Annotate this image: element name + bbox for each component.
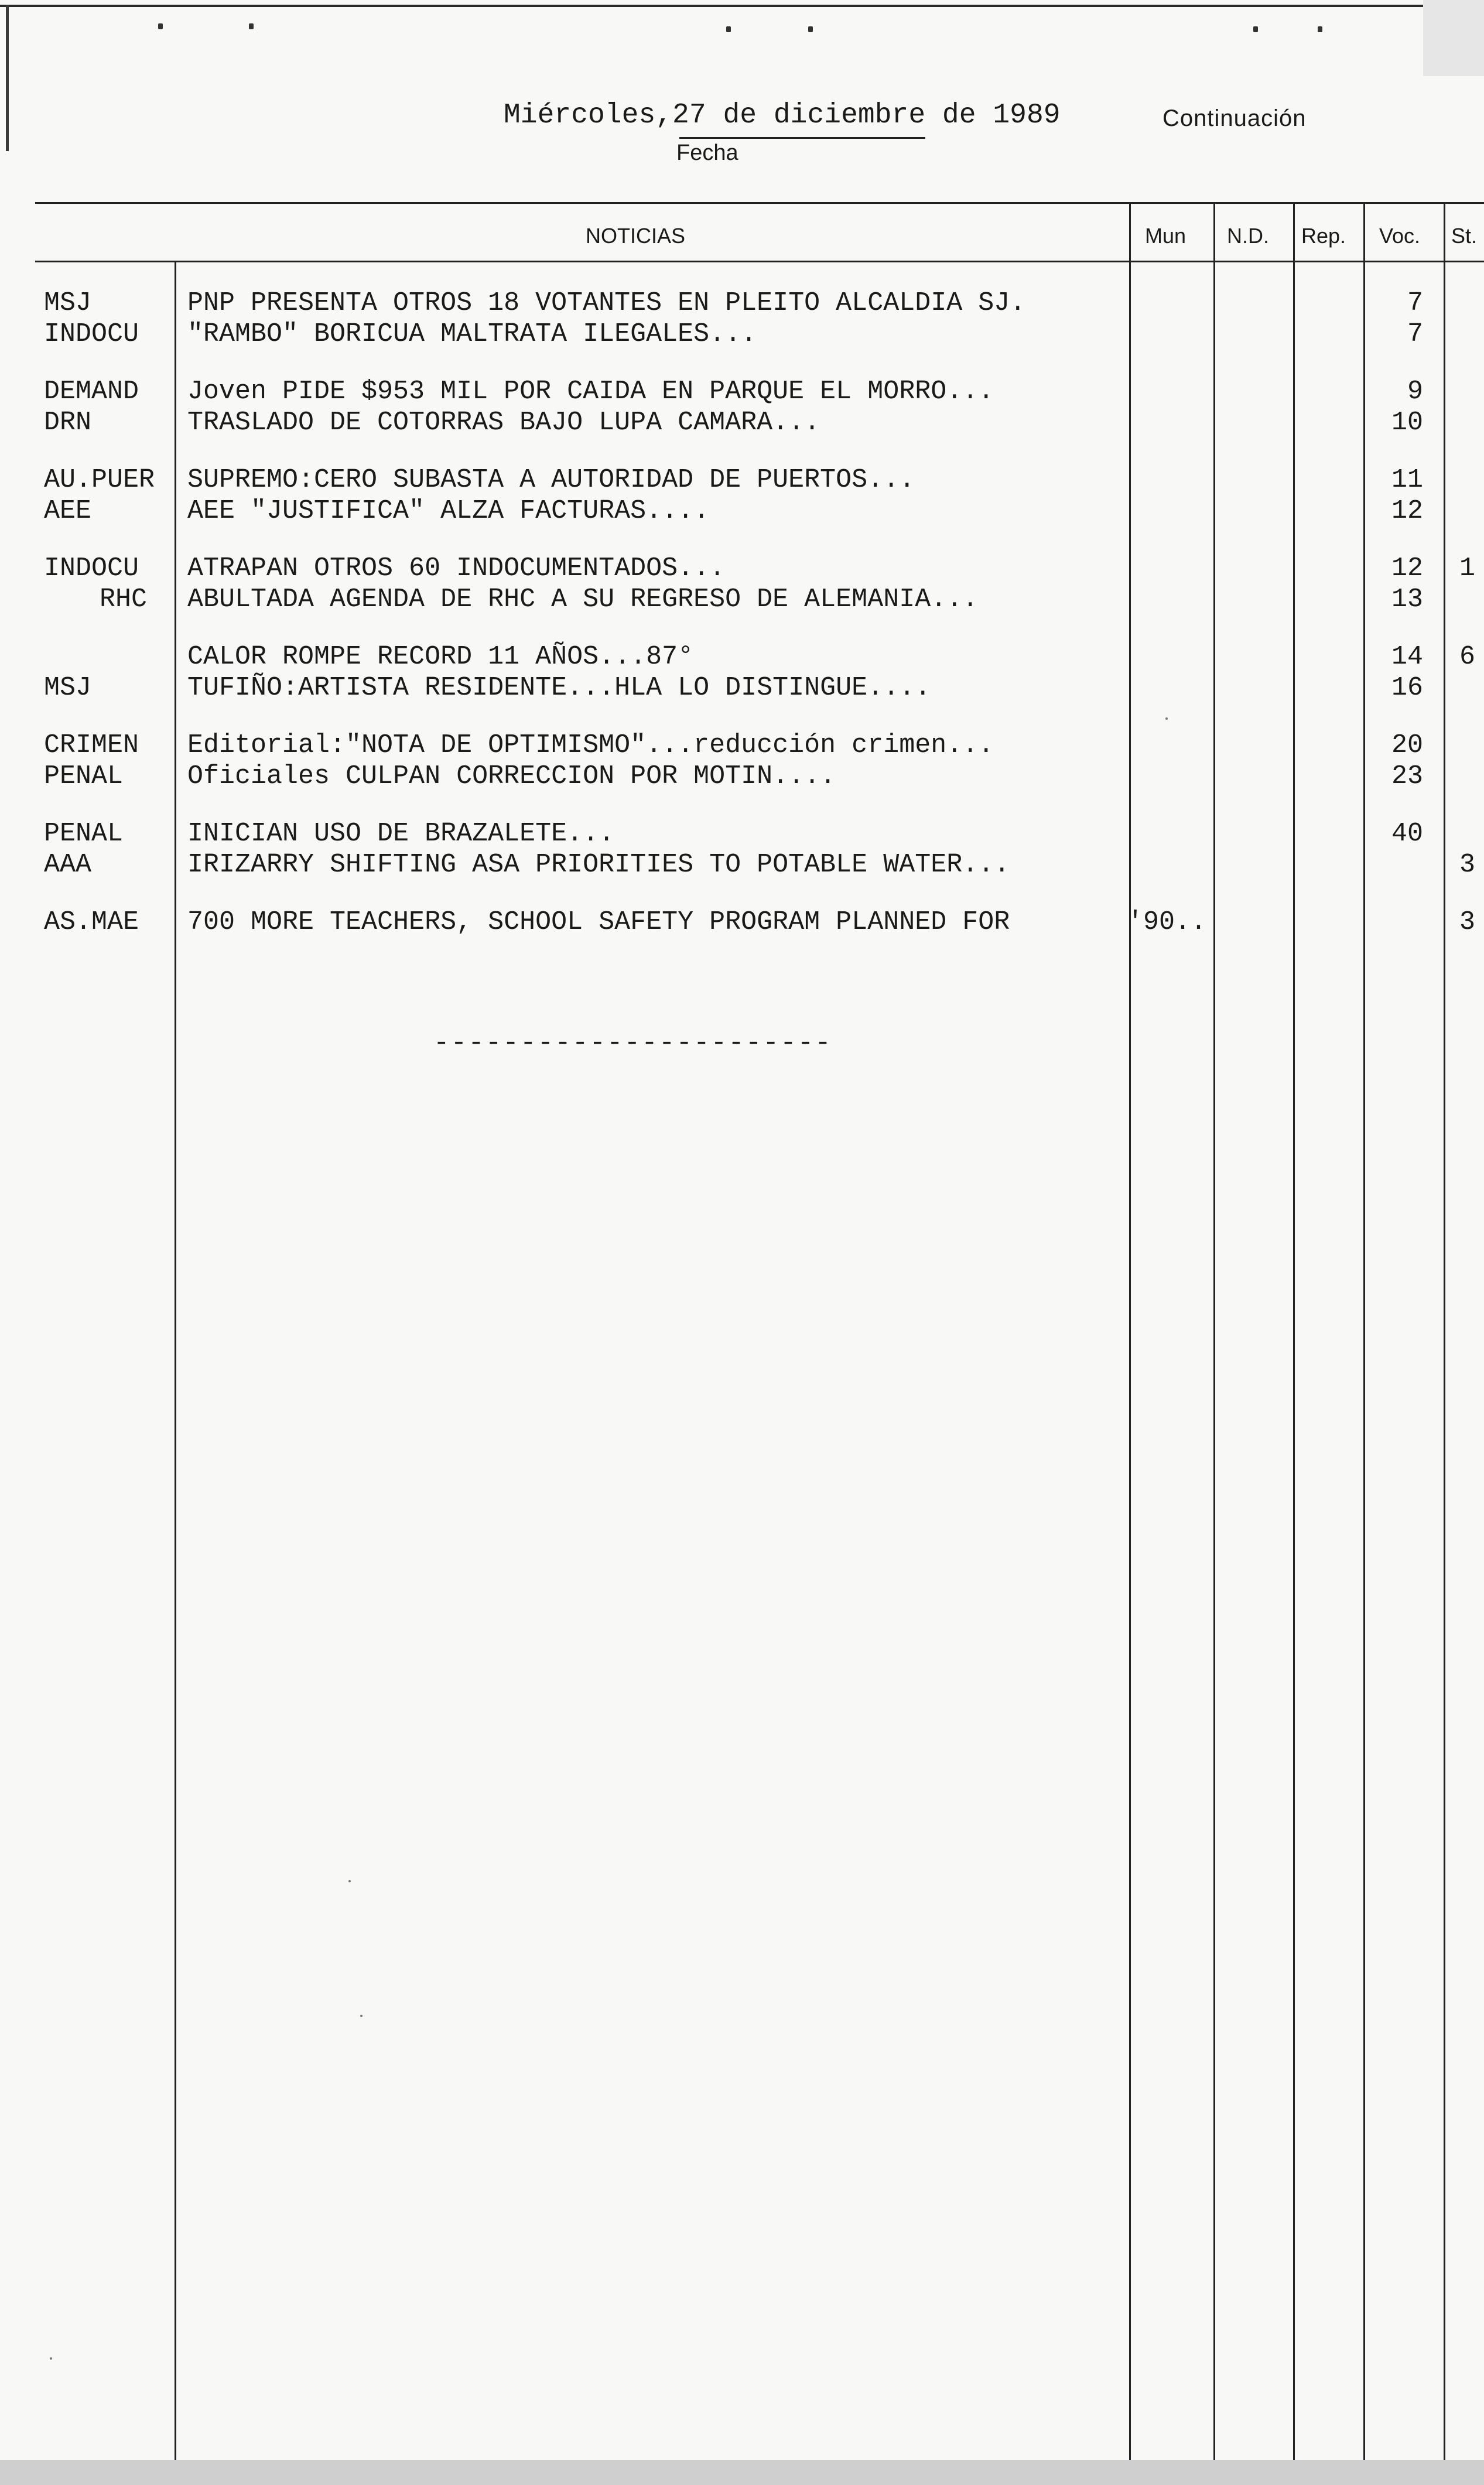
row-code: RHC: [100, 584, 148, 614]
row-title: CALOR ROMPE RECORD 11 AÑOS...87°: [187, 642, 694, 672]
binder-hole: [726, 26, 731, 32]
row-voc: 7: [1407, 288, 1423, 318]
row-voc: 13: [1391, 584, 1423, 614]
row-title: TUFIÑO:ARTISTA RESIDENTE...HLA LO DISTINGUE....: [187, 673, 931, 703]
row-voc: 12: [1391, 553, 1423, 583]
row-st: 3: [1459, 907, 1476, 937]
column-divider: [1129, 202, 1131, 2460]
row-title: IRIZARRY SHIFTING ASA PRIORITIES TO POTABLE WATER...: [187, 850, 1010, 880]
scan-edge-left: [6, 5, 9, 151]
binder-hole: [1253, 26, 1258, 32]
binder-hole: [1318, 26, 1322, 32]
row-voc: 40: [1391, 819, 1423, 849]
column-header-mun: Mun: [1145, 224, 1186, 248]
binder-hole: [808, 26, 813, 32]
scan-corner: [1423, 0, 1484, 76]
row-title: INICIAN USO DE BRAZALETE...: [187, 819, 615, 849]
table-header-rule: [35, 261, 1484, 262]
scan-speck: [50, 2357, 52, 2360]
row-code: MSJ: [44, 288, 92, 318]
row-voc: 12: [1391, 496, 1423, 526]
column-divider: [1363, 202, 1365, 2460]
row-title: AEE "JUSTIFICA" ALZA FACTURAS....: [187, 496, 710, 526]
row-voc: 16: [1391, 673, 1423, 703]
row-code: AAA: [44, 850, 92, 880]
table-top-rule: [35, 202, 1484, 204]
end-separator: -----------------------: [433, 1028, 832, 1058]
column-divider: [1213, 202, 1215, 2460]
row-title: Editorial:"NOTA DE OPTIMISMO"...reducción crimen...: [187, 730, 994, 760]
column-header-st: St.: [1451, 224, 1478, 248]
scan-speck: [348, 1880, 351, 1882]
column-header-noticias: NOTICIAS: [586, 224, 686, 248]
row-title: Oficiales CULPAN CORRECCION POR MOTIN....: [187, 761, 836, 791]
row-voc: 20: [1391, 730, 1423, 760]
continuation-label: Continuación: [1162, 105, 1307, 131]
row-title: "RAMBO" BORICUA MALTRATA ILEGALES...: [187, 319, 757, 349]
row-code: AS.MAE: [44, 907, 139, 937]
date-underline: [679, 137, 925, 139]
column-divider: [1293, 202, 1295, 2460]
scan-edge-bottom: [0, 2460, 1484, 2485]
row-code: PENAL: [44, 819, 124, 849]
column-header-rep: Rep.: [1301, 224, 1346, 248]
row-st: 1: [1459, 553, 1476, 583]
row-title: ATRAPAN OTROS 60 INDOCUMENTADOS...: [187, 553, 726, 583]
row-title: ABULTADA AGENDA DE RHC A SU REGRESO DE ALEMANIA...: [187, 584, 979, 614]
column-divider: [1444, 202, 1445, 2460]
row-code: PENAL: [44, 761, 124, 791]
row-code: AEE: [44, 496, 92, 526]
row-voc: 9: [1407, 377, 1423, 406]
row-voc: 10: [1391, 408, 1423, 437]
scan-speck: [360, 2015, 363, 2017]
binder-hole: [158, 23, 163, 29]
code-column-divider: [175, 262, 176, 2460]
scan-speck: [1165, 717, 1168, 720]
row-title: 700 MORE TEACHERS, SCHOOL SAFETY PROGRAM PLANNED FOR: [187, 907, 1010, 937]
row-st: 6: [1459, 642, 1476, 672]
binder-hole: [249, 23, 254, 29]
row-mun: '90..: [1127, 907, 1207, 937]
row-code: DEMAND: [44, 377, 139, 406]
date-heading: Miércoles,27 de diciembre de 1989: [504, 100, 1061, 131]
row-voc: 23: [1391, 761, 1423, 791]
row-voc: 7: [1407, 319, 1423, 349]
row-code: AU.PUER: [44, 465, 155, 495]
row-code: MSJ: [44, 673, 92, 703]
row-st: 3: [1459, 850, 1476, 880]
row-title: PNP PRESENTA OTROS 18 VOTANTES EN PLEITO ALCALDIA SJ.: [187, 288, 1026, 318]
scan-edge-top: [0, 5, 1484, 7]
row-code: DRN: [44, 408, 92, 437]
row-voc: 14: [1391, 642, 1423, 672]
row-code: INDOCU: [44, 319, 139, 349]
row-title: TRASLADO DE COTORRAS BAJO LUPA CAMARA...: [187, 408, 820, 437]
row-title: Joven PIDE $953 MIL POR CAIDA EN PARQUE EL MORRO...: [187, 377, 994, 406]
column-header-voc: Voc.: [1379, 224, 1421, 248]
row-code: INDOCU: [44, 553, 139, 583]
row-code: CRIMEN: [44, 730, 139, 760]
row-voc: 11: [1391, 465, 1423, 495]
column-header-nd: N.D.: [1227, 224, 1269, 248]
row-title: SUPREMO:CERO SUBASTA A AUTORIDAD DE PUERTOS...: [187, 465, 915, 495]
date-label: Fecha: [676, 141, 738, 165]
